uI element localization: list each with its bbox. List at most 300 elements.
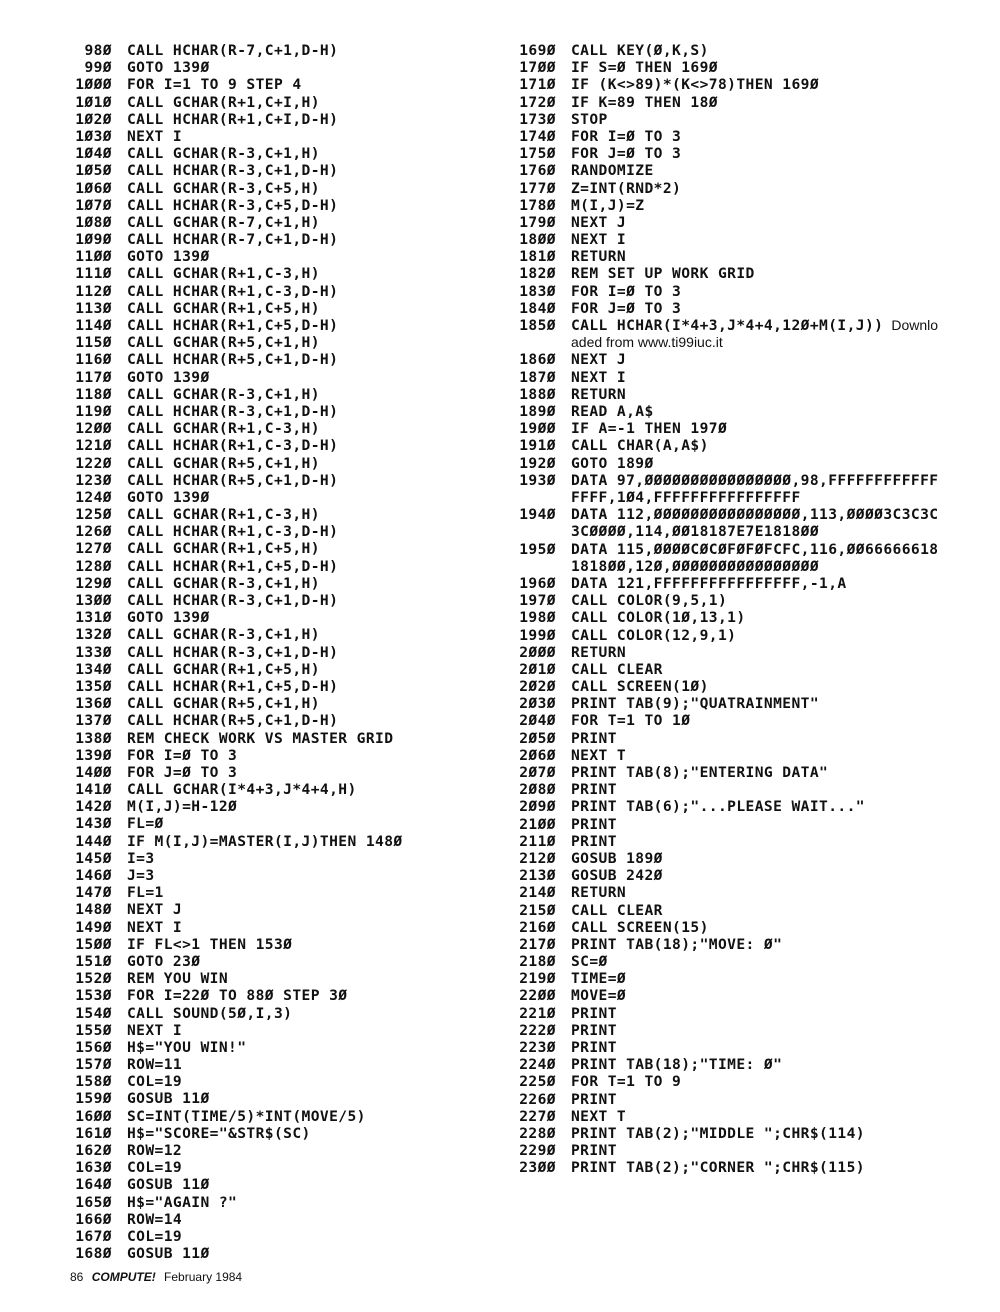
code-line: [510, 455, 940, 472]
code-line: [66, 987, 486, 1004]
code-line: [510, 730, 940, 747]
code-text: NEXT T: [571, 1107, 627, 1125]
code-line: [510, 712, 940, 729]
code-text: DATA 112,ØØØØØØØØØØØØØØØØ,113,ØØØØ3C3C3C3CØØØØ,114,ØØ18187E7E1818ØØ: [571, 506, 939, 541]
code-text: GOTO 189Ø: [571, 454, 654, 472]
code-text: M(I,J)=H-12Ø: [127, 798, 238, 816]
code-line: [66, 265, 486, 282]
line-number: 21ØØ: [519, 815, 556, 833]
line-number: 2Ø5Ø: [519, 729, 556, 747]
line-number: 173Ø: [519, 110, 556, 128]
code-line: [510, 283, 940, 300]
code-text: CALL GCHAR(R+5,C+1,H): [127, 695, 320, 713]
code-line: [66, 1211, 486, 1228]
line-number: 182Ø: [519, 265, 556, 283]
line-number: 197Ø: [519, 592, 556, 610]
code-text: NEXT I: [127, 127, 183, 145]
code-line: [510, 781, 940, 798]
code-text: CALL HCHAR(I*4+3,J*4+4,12Ø+M(I,J)): [571, 317, 884, 334]
code-line: [510, 1142, 940, 1159]
line-number: 14ØØ: [75, 763, 112, 781]
line-number: 215Ø: [519, 901, 556, 919]
code-line: [510, 695, 940, 712]
line-number: 1Ø8Ø: [75, 213, 112, 231]
page-footer: [70, 1270, 242, 1284]
line-number: 212Ø: [519, 849, 556, 867]
code-text: GOTO 139Ø: [127, 488, 210, 506]
code-text: CALL HCHAR(R+1,C+5,D-H): [127, 317, 339, 334]
line-number: 99Ø: [84, 59, 112, 77]
line-number: 12ØØ: [75, 420, 112, 438]
code-line: [510, 936, 940, 953]
code-text: NEXT I: [571, 231, 627, 249]
code-line: [66, 334, 486, 351]
code-text: GOSUB 242Ø: [571, 867, 663, 885]
code-text: PRINT TAB(8);"ENTERING DATA": [571, 764, 829, 781]
code-line: [510, 1125, 940, 1142]
code-text: IF A=-1 THEN 197Ø: [571, 420, 728, 438]
code-text: DATA 97,ØØØØØØØØØØØØØØØØ,98,FFFFFFFFFFFFFFFF,1Ø4,FFFFFFFFFFFFFFFF: [571, 471, 939, 506]
code-line: [510, 833, 940, 850]
line-number: 11ØØ: [75, 248, 112, 266]
code-line: [510, 180, 940, 197]
line-number: 213Ø: [519, 867, 556, 885]
code-text: CALL CLEAR: [571, 660, 663, 678]
code-line: [66, 1005, 486, 1022]
line-number: 178Ø: [519, 196, 556, 214]
code-line: [66, 558, 486, 575]
code-line: [66, 386, 486, 403]
code-line: [510, 1056, 940, 1073]
code-line: [66, 953, 486, 970]
code-line: [510, 661, 940, 678]
code-line: [510, 42, 940, 59]
code-line: [510, 747, 940, 764]
code-line: [66, 1159, 486, 1176]
line-number: 17ØØ: [519, 59, 556, 77]
code-line: [66, 884, 486, 901]
code-line: [510, 867, 940, 884]
code-text: H$="YOU WIN!": [127, 1038, 247, 1056]
code-text: CALL KEY(Ø,K,S): [571, 42, 709, 59]
line-number: 122Ø: [75, 454, 112, 472]
line-number: 133Ø: [75, 643, 112, 661]
line-number: 157Ø: [75, 1056, 112, 1074]
code-text: CALL HCHAR(R-7,C+1,D-H): [127, 231, 339, 249]
code-line: [510, 248, 940, 265]
code-line: [66, 1245, 486, 1262]
code-line: [510, 369, 940, 386]
line-number: 121Ø: [75, 437, 112, 455]
code-line: [510, 317, 940, 351]
line-number: 1Ø1Ø: [75, 93, 112, 111]
line-number: 193Ø: [519, 471, 556, 489]
code-text: NEXT I: [127, 1021, 183, 1039]
code-text: FOR J=Ø TO 3: [571, 145, 682, 163]
code-line: [510, 214, 940, 231]
line-number: 1Ø9Ø: [75, 231, 112, 249]
line-number: 137Ø: [75, 712, 112, 730]
line-number: 143Ø: [75, 815, 112, 833]
code-text: ROW=12: [127, 1142, 183, 1159]
line-number: 218Ø: [519, 953, 556, 971]
code-text: CALL SCREEN(1Ø): [571, 678, 709, 696]
line-number: 112Ø: [75, 282, 112, 300]
code-line: [66, 197, 486, 214]
line-number: 151Ø: [75, 952, 112, 970]
line-number: 13ØØ: [75, 592, 112, 609]
issue-date: February 1984: [164, 1270, 243, 1284]
code-line: [510, 592, 940, 609]
code-text: IF M(I,J)=MASTER(I,J)THEN 148Ø: [127, 832, 403, 850]
line-number: 124Ø: [75, 488, 112, 506]
line-number: 165Ø: [75, 1193, 112, 1211]
code-text: CALL SOUND(5Ø,I,3): [127, 1004, 293, 1022]
line-number: 166Ø: [75, 1210, 112, 1228]
code-line: [510, 128, 940, 145]
code-line: [66, 59, 486, 76]
code-line: [66, 919, 486, 936]
code-line: [510, 644, 940, 661]
line-number: 18ØØ: [519, 231, 556, 249]
code-line: [66, 94, 486, 111]
code-text: CALL HCHAR(R-3,C+1,D-H): [127, 162, 339, 180]
code-line: [510, 1159, 940, 1176]
code-text: NEXT T: [571, 746, 627, 764]
line-number: 172Ø: [519, 93, 556, 111]
code-line: [510, 197, 940, 214]
code-line: [66, 1108, 486, 1125]
code-text: RETURN: [571, 385, 627, 403]
code-text: CALL GCHAR(I*4+3,J*4+4,H): [127, 781, 357, 799]
code-text: CALL GCHAR(R+1,C+5,H): [127, 299, 320, 317]
line-number: 2Ø9Ø: [519, 798, 556, 816]
line-number: 185Ø: [519, 317, 556, 334]
code-line: [510, 1108, 940, 1125]
code-text: CALL HCHAR(R+1,C+5,D-H): [127, 557, 339, 575]
line-number: 169Ø: [519, 42, 556, 59]
code-text: IF K=89 THEN 18Ø: [571, 93, 718, 111]
line-number: 119Ø: [75, 402, 112, 420]
code-text: PRINT: [571, 1039, 617, 1057]
code-text: FL=Ø: [127, 815, 164, 833]
line-number: 192Ø: [519, 454, 556, 472]
code-line: [66, 850, 486, 867]
line-number: 148Ø: [75, 901, 112, 919]
line-number: 146Ø: [75, 867, 112, 884]
line-number: 189Ø: [519, 402, 556, 420]
line-number: 129Ø: [75, 574, 112, 592]
code-text: CALL COLOR(12,9,1): [571, 626, 737, 644]
code-text: PRINT: [571, 781, 617, 799]
code-text: GOSUB 11Ø: [127, 1176, 210, 1194]
code-text: GOTO 139Ø: [127, 368, 210, 386]
code-line: [66, 592, 486, 609]
code-line: [66, 42, 486, 59]
code-text: CALL SCREEN(15): [571, 918, 709, 936]
code-line: [66, 1090, 486, 1107]
line-number: 1Ø5Ø: [75, 162, 112, 180]
line-number: 136Ø: [75, 695, 112, 713]
code-text: CALL GCHAR(R-7,C+1,H): [127, 213, 320, 231]
code-line: [66, 403, 486, 420]
download-note: Downloaded from www.ti99iuc.it: [571, 317, 939, 351]
code-text: PRINT: [571, 729, 617, 747]
code-line: [66, 936, 486, 953]
line-number: 199Ø: [519, 626, 556, 644]
code-text: NEXT I: [127, 918, 183, 936]
code-line: [510, 970, 940, 987]
code-line: [66, 815, 486, 832]
code-text: PRINT: [571, 1142, 617, 1160]
line-number: 179Ø: [519, 213, 556, 231]
code-line: [510, 1091, 940, 1108]
code-text: IF S=Ø THEN 169Ø: [571, 59, 718, 77]
code-line: [66, 1228, 486, 1245]
code-line: [66, 712, 486, 729]
line-number: 224Ø: [519, 1056, 556, 1074]
code-line: [66, 506, 486, 523]
code-line: [510, 265, 940, 282]
code-text: PRINT: [571, 1004, 617, 1022]
code-line: [66, 970, 486, 987]
code-text: CALL CLEAR: [571, 901, 663, 919]
code-text: CALL CHAR(A,A$): [571, 437, 709, 455]
code-line: [66, 162, 486, 179]
line-number: 176Ø: [519, 162, 556, 180]
code-text: NEXT J: [571, 351, 627, 369]
code-text: CALL HCHAR(R+5,C+1,D-H): [127, 471, 339, 489]
line-number: 114Ø: [75, 317, 112, 334]
code-line: [510, 76, 940, 93]
code-line: [510, 231, 940, 248]
code-line: [510, 472, 940, 506]
code-line: [66, 1056, 486, 1073]
line-number: 2ØØØ: [519, 643, 556, 661]
code-text: FOR I=Ø TO 3: [571, 127, 682, 145]
code-line: [66, 472, 486, 489]
code-text: GOTO 23Ø: [127, 952, 201, 970]
code-text: PRINT: [571, 1090, 617, 1108]
code-line: [510, 59, 940, 76]
line-number: 118Ø: [75, 385, 112, 403]
code-line: [510, 420, 940, 437]
code-text: CALL GCHAR(R+1,C+5,H): [127, 660, 320, 678]
line-number: 195Ø: [519, 540, 556, 558]
code-text: PRINT: [571, 1021, 617, 1039]
line-number: 156Ø: [75, 1038, 112, 1056]
line-number: 216Ø: [519, 918, 556, 936]
code-line: [66, 300, 486, 317]
code-line: [510, 1039, 940, 1056]
code-line: [66, 128, 486, 145]
code-line: [66, 248, 486, 265]
line-number: 188Ø: [519, 385, 556, 403]
code-line: [66, 867, 486, 884]
code-line: [510, 627, 940, 644]
line-number: 141Ø: [75, 781, 112, 799]
code-line: [66, 747, 486, 764]
code-text: CALL HCHAR(R+1,C+I,D-H): [127, 110, 339, 128]
code-line: [510, 1073, 940, 1090]
listing-right-column: [510, 42, 940, 1177]
line-number: 131Ø: [75, 609, 112, 627]
code-line: [510, 764, 940, 781]
line-number: 126Ø: [75, 523, 112, 541]
line-number: 134Ø: [75, 660, 112, 678]
code-text: I=3: [127, 849, 155, 867]
code-text: COL=19: [127, 1073, 183, 1091]
code-text: REM YOU WIN: [127, 970, 229, 988]
code-text: NEXT J: [127, 901, 183, 919]
code-text: COL=19: [127, 1159, 183, 1177]
line-number: 145Ø: [75, 849, 112, 867]
code-text: GOSUB 11Ø: [127, 1090, 210, 1108]
line-number: 147Ø: [75, 884, 112, 902]
code-line: [66, 730, 486, 747]
line-number: 115Ø: [75, 334, 112, 352]
code-line: [510, 437, 940, 454]
code-text: CALL GCHAR(R-3,C+1,H): [127, 574, 320, 592]
code-line: [66, 369, 486, 386]
code-text: Z=INT(RND*2): [571, 179, 682, 197]
line-number: 1Ø6Ø: [75, 179, 112, 197]
code-line: [510, 575, 940, 592]
code-line: [66, 523, 486, 540]
code-text: J=3: [127, 867, 155, 884]
line-number: 2Ø7Ø: [519, 764, 556, 781]
code-line: [510, 145, 940, 162]
code-line: [510, 798, 940, 815]
line-number: 138Ø: [75, 729, 112, 747]
code-line: [510, 850, 940, 867]
line-number: 164Ø: [75, 1176, 112, 1194]
code-line: [510, 403, 940, 420]
line-number: 154Ø: [75, 1004, 112, 1022]
code-text: CALL HCHAR(R+5,C+1,D-H): [127, 351, 339, 369]
code-text: CALL HCHAR(R-3,C+5,D-H): [127, 196, 339, 214]
code-text: CALL COLOR(1Ø,13,1): [571, 609, 746, 627]
code-text: CALL HCHAR(R+1,C+5,D-H): [127, 677, 339, 695]
code-text: CALL GCHAR(R+1,C+I,H): [127, 93, 320, 111]
code-line: [510, 1022, 940, 1039]
code-line: [510, 987, 940, 1004]
code-text: RETURN: [571, 248, 627, 266]
code-text: PRINT TAB(6);"...PLEASE WAIT...": [571, 798, 865, 816]
line-number: 132Ø: [75, 626, 112, 644]
code-text: ROW=14: [127, 1210, 183, 1228]
line-number: 2Ø3Ø: [519, 695, 556, 713]
line-number: 23ØØ: [519, 1159, 556, 1177]
code-line: [66, 678, 486, 695]
code-line: [66, 540, 486, 557]
code-line: [510, 541, 940, 575]
line-number: 2Ø2Ø: [519, 678, 556, 696]
code-line: [66, 455, 486, 472]
line-number: 181Ø: [519, 248, 556, 266]
code-line: [66, 1039, 486, 1056]
code-text: IF FL<>1 THEN 153Ø: [127, 935, 293, 953]
code-text: H$="SCORE="&STR$(SC): [127, 1124, 311, 1142]
line-number: 2Ø1Ø: [519, 660, 556, 678]
code-line: [510, 953, 940, 970]
code-text: FOR I=1 TO 9 STEP 4: [127, 76, 302, 94]
code-text: CALL GCHAR(R-3,C+5,H): [127, 179, 320, 197]
code-text: RETURN: [571, 884, 627, 902]
line-number: 229Ø: [519, 1142, 556, 1160]
line-number: 2Ø6Ø: [519, 746, 556, 764]
code-line: [510, 351, 940, 368]
line-number: 183Ø: [519, 282, 556, 300]
code-text: READ A,A$: [571, 402, 654, 420]
line-number: 113Ø: [75, 299, 112, 317]
code-line: [66, 781, 486, 798]
code-text: CALL GCHAR(R+5,C+1,H): [127, 454, 320, 472]
code-line: [66, 1176, 486, 1193]
line-number: 177Ø: [519, 179, 556, 197]
code-line: [66, 764, 486, 781]
line-number: 167Ø: [75, 1227, 112, 1245]
code-text: GOSUB 11Ø: [127, 1245, 210, 1263]
line-number: 149Ø: [75, 918, 112, 936]
line-number: 226Ø: [519, 1090, 556, 1108]
code-line: [510, 1005, 940, 1022]
code-line: [510, 884, 940, 901]
line-number: 117Ø: [75, 368, 112, 386]
code-line: [510, 162, 940, 179]
line-number: 128Ø: [75, 557, 112, 575]
line-number: 187Ø: [519, 368, 556, 386]
line-number: 111Ø: [75, 265, 112, 283]
line-number: 1ØØØ: [75, 76, 112, 94]
line-number: 158Ø: [75, 1073, 112, 1091]
code-text: CALL HCHAR(R-3,C+1,D-H): [127, 643, 339, 661]
line-number: 159Ø: [75, 1090, 112, 1108]
code-text: NEXT J: [571, 213, 627, 231]
line-number: 184Ø: [519, 299, 556, 317]
code-line: [510, 919, 940, 936]
line-number: 174Ø: [519, 127, 556, 145]
code-text: CALL GCHAR(R+1,C-3,H): [127, 506, 320, 524]
line-number: 227Ø: [519, 1107, 556, 1125]
code-text: M(I,J)=Z: [571, 196, 645, 214]
code-text: FL=1: [127, 884, 164, 902]
code-text: H$="AGAIN ?": [127, 1193, 238, 1211]
code-text: SC=INT(TIME/5)*INT(MOVE/5): [127, 1107, 366, 1125]
code-line: [66, 231, 486, 248]
code-text: FOR J=Ø TO 3: [571, 299, 682, 317]
code-text: DATA 121,FFFFFFFFFFFFFFFF,-1,A: [571, 574, 847, 592]
line-number: 16ØØ: [75, 1107, 112, 1125]
code-line: [510, 386, 940, 403]
line-number: 222Ø: [519, 1021, 556, 1039]
line-number: 175Ø: [519, 145, 556, 163]
code-line: [66, 283, 486, 300]
line-number: 15ØØ: [75, 935, 112, 953]
code-text: CALL GCHAR(R+1,C+5,H): [127, 540, 320, 558]
code-text: CALL HCHAR(R-7,C+1,D-H): [127, 42, 339, 59]
code-line: [66, 1194, 486, 1211]
code-line: [66, 180, 486, 197]
magazine-name: COMPUTE!: [91, 1270, 156, 1284]
code-text: PRINT: [571, 832, 617, 850]
code-text: FOR I=Ø TO 3: [571, 282, 682, 300]
line-number: 221Ø: [519, 1004, 556, 1022]
line-number: 217Ø: [519, 935, 556, 953]
code-text: FOR J=Ø TO 3: [127, 763, 238, 781]
code-text: COL=19: [127, 1227, 183, 1245]
code-line: [66, 1125, 486, 1142]
